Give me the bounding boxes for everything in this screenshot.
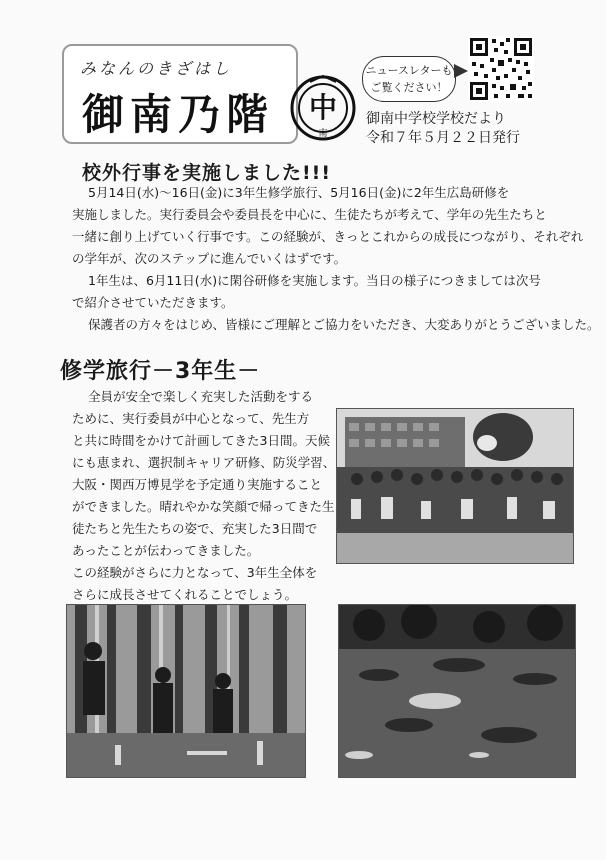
group-photo-image [336,408,574,564]
paragraph-line: で紹介させていただきます。 [72,295,234,310]
paragraph-line: と共に時間をかけて計画してきた3日間。天候 [72,433,330,448]
paragraph-line: 5月14日(水)〜16日(金)に3年生修学旅行、5月16日(金)に2年生広島研修を [88,185,510,200]
paragraph-line: の学年が、次のステップに進んでいくはずです。 [72,251,347,266]
masthead-title-box [62,44,298,144]
field-photo-image [338,604,576,778]
masthead-title: 御南乃階 [82,90,275,139]
speech-bubble-tail [454,64,468,78]
section-heading-school-trip: 修学旅行－3年生－ [60,359,261,384]
school-emblem-icon [288,72,358,142]
paragraph-line: にも恵まれ、選択制キャリア研修、防災学習、 [72,455,336,470]
paragraph-line: あったことが伝わってきました。 [72,543,260,558]
paragraph-line: 実施しました。実行委員会や委員長を中心に、生徒たちが考えて、学年の先生たちと [72,207,547,222]
issue-date: 令和７年５月２２日発行 [366,130,520,146]
qr-code-icon[interactable] [468,36,534,102]
paragraph-line: 徒たちと先生たちの姿で、充実した3日間で [72,521,318,536]
emblem-small-glyph: 南 [318,129,328,139]
newsletter-speech-bubble [362,56,456,102]
paragraph-line: 1年生は、6月11日(水)に閑谷研修を実施します。当日の様子につきましては次号 [88,273,541,288]
forest-work-photo-image [66,604,306,778]
paragraph-line: さらに成長させてくれることでしょう。 [72,587,298,602]
masthead-ruby: みなんのきざはし [80,59,233,78]
school-name: 御南中学校学校だより [366,111,506,127]
paragraph-line: 一緒に創り上げていく行事です。この経験が、きっとこれからの成長につながり、それぞれ [72,229,584,244]
paragraph-line: 全員が安全で楽しく充実した活動をする [88,389,314,404]
bubble-line-2: ご覧ください！ [370,81,448,94]
paragraph-line: この経験がさらに力となって、3年生全体を [72,565,318,580]
paragraph-line: 大阪・関西万博見学を予定通り実施すること [72,477,323,492]
emblem-glyph: 中 [308,91,338,124]
bubble-line-1: ニュースレターも [365,64,453,77]
paragraph-line: ために、実行委員が中心となって、先生方 [72,411,310,426]
paragraph-line: 保護者の方々をはじめ、皆様にご理解とご協力をいただき、大変ありがとうございました。 [88,317,600,332]
paragraph-line: ができました。晴れやかな笑顔で帰ってきた生 [72,499,335,514]
section-heading-field-trips: 校外行事を実施しました!!! [82,162,331,184]
